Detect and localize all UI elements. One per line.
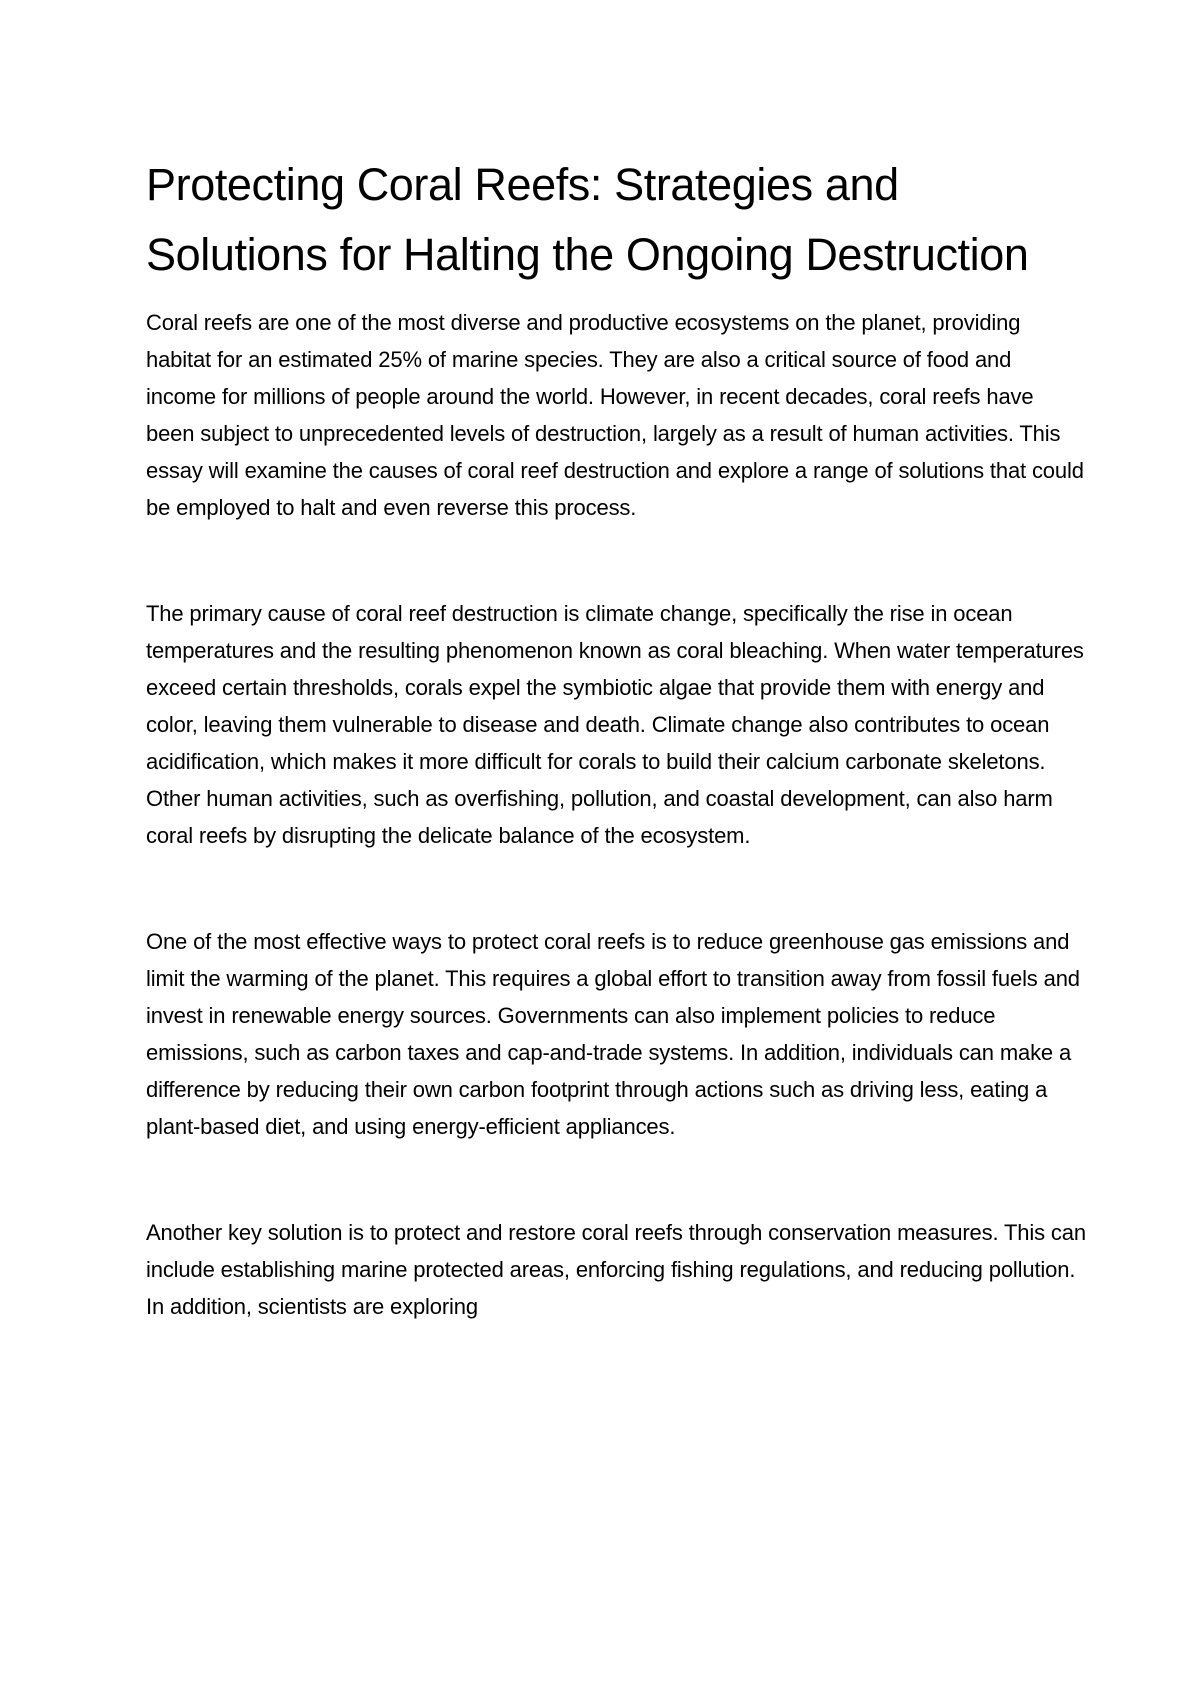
paragraph-intro: Coral reefs are one of the most diverse and productive ecosystems on the planet, providing habitat for an estimated 25% of marine species. They are also a critical source of food and income for millions of people around the world. However, in recent decades, coral reefs have been subject to unprecedented levels of destruction, largely as a result of human activities. This essay will examine the causes of coral reef destruction and explore a range of solutions that could be employed to halt and even reverse this process.: [146, 310, 1084, 520]
paragraph-causes: The primary cause of coral reef destruction is climate change, specifically the rise in ocean temperatures and the resulting phenomenon known as coral bleaching. When water temperatures exceed certain thresholds, corals expel the symbiotic algae that provide them with energy and color, leaving them vulnerable to disease and death. Climate change also contributes to ocean acidification, which makes it more difficult for corals to build their calcium carbonate skeletons. Other human activities, such as overfishing, pollution, and coastal development, can also harm coral reefs by disrupting the delicate balance of the ecosystem.: [146, 601, 1084, 848]
document-title: Protecting Coral Reefs: Strategies and Solutions for Halting the Ongoing Destruction: [146, 159, 1029, 280]
document-page: [146, 150, 1086, 1325]
paragraph-conservation: Another key solution is to protect and restore coral reefs through conservation measures. This can include establishing marine protected areas, enforcing fishing regulations, and reducing pollution. In addition, scientists are exploring: [146, 1220, 1086, 1319]
paragraph-emissions: One of the most effective ways to protect coral reefs is to reduce greenhouse gas emissions and limit the warming of the planet. This requires a global effort to transition away from fossil fuels and invest in renewable energy sources. Governments can also implement policies to reduce emissions, such as carbon taxes and cap-and-trade systems. In addition, individuals can make a difference by reducing their own carbon footprint through actions such as driving less, eating a plant-based diet, and using energy-efficient appliances.: [146, 929, 1080, 1139]
